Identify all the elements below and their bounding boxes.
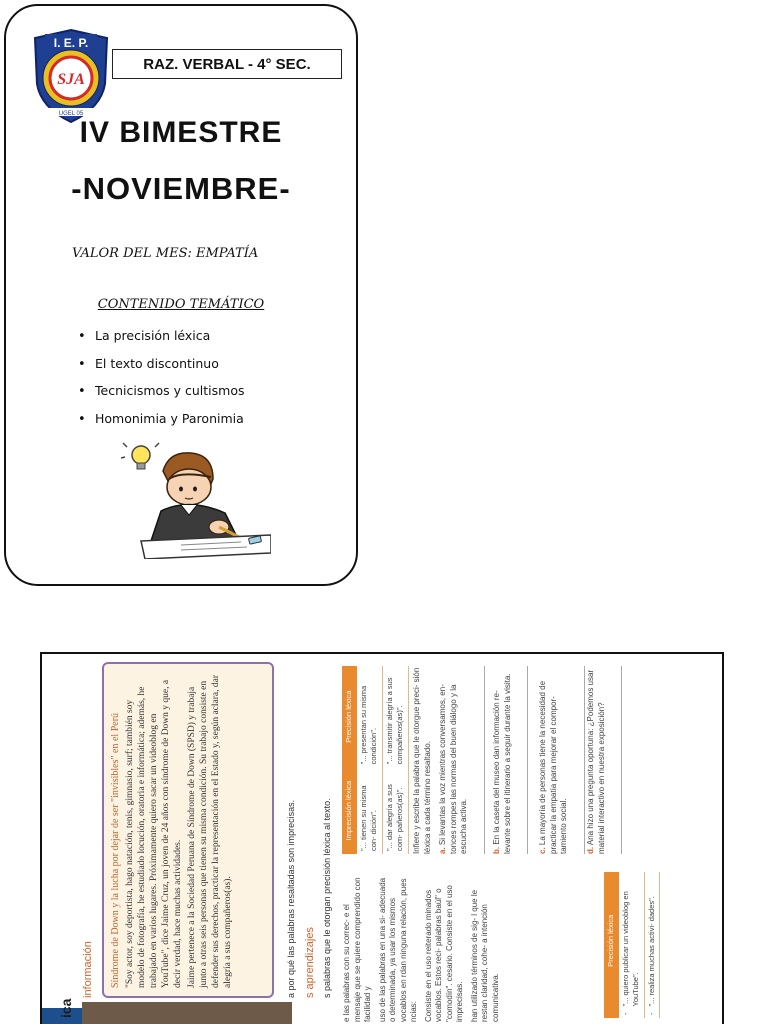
theory-column bbox=[342, 872, 656, 1022]
exercise-label: d. bbox=[586, 846, 595, 854]
exercise-item bbox=[492, 666, 528, 854]
exercise-text: En la caseta del museo dan información re- levante sobre el itinerario a seguir durante la visita. bbox=[492, 673, 512, 854]
logo-bottom-text: UGEL 05 bbox=[58, 111, 84, 117]
exercise-label: c. bbox=[538, 847, 547, 854]
exercise-instruction: Infiere y escribe la palabra que le otorgue preci- sión léxica a cada término resaltado. bbox=[412, 667, 432, 854]
exercise-label: a. bbox=[438, 847, 447, 854]
table-cell: "... dar alegría a sus com- pañeros(as)". bbox=[382, 767, 408, 854]
contents-title: CONTENIDO TEMÁTICO bbox=[97, 297, 265, 312]
exercise-text: Ana hizo una pregunta oportuna: ¿Podemos usar material interactivo en nuestra exposición? bbox=[586, 669, 606, 854]
topic-item: • Homonimia y Paronimia bbox=[78, 405, 245, 433]
exercise-label: b. bbox=[492, 846, 501, 854]
table-cell: - bbox=[644, 1010, 660, 1019]
exercise-item bbox=[538, 666, 585, 854]
reading-box-title: Síndrome de Down y la lucha por dejar de ser "invisibles" en el Perú bbox=[110, 712, 121, 988]
lexical-table-left bbox=[604, 872, 660, 1018]
learning-instruction: s palabras que le otorgan precisión léxica al texto. bbox=[322, 798, 332, 998]
learning-section-label: s aprendizajes bbox=[304, 927, 316, 998]
period-title: IV BIMESTRE bbox=[79, 116, 283, 149]
table-cell: "... transmitir alegría a sus compañeros(as)". bbox=[382, 666, 408, 767]
student-studying-lightbulb-icon bbox=[121, 441, 271, 559]
reading-paragraph: Jaime pertenece a la Sociedad Peruana de Síndrome de Down (SPSD) y trabaja junto a otras seis personas que tienen su misma condición. Su trabajo consiste en defender sus derechos, practicar la representación en el Estado y, según aclara, dar alegría a sus compañeros(as). bbox=[187, 675, 233, 988]
theory-paragraph: Consiste en el uso reiterado minados vocablos. Estos reci- palabras baúl" o "comodín". cesario. Consiste en el uso imprecisas. bbox=[423, 885, 464, 1022]
reading-paragraph: "Soy actor, soy deportista, hago natación, tenis, gimnasio, surf; también soy modelo de fotografía, he estudiado locución, oratoria e informática; además, he trabajado en varios lugares. Próximamente quiero sacar un videoblog en YouTube", dice Jaime Cruz, un joven de 24 años con síndrome de Down y que, a decir verdad, hace muchas actividades. bbox=[125, 679, 183, 988]
month-title: -NOVIEMBRE- bbox=[71, 171, 291, 206]
table-row bbox=[382, 666, 408, 854]
school-logo bbox=[31, 28, 111, 124]
textbook-page-frame bbox=[40, 652, 724, 1024]
exercise-item bbox=[438, 666, 485, 854]
textbook-page-rotated bbox=[42, 654, 724, 1024]
answer-line bbox=[474, 666, 485, 854]
table-cell: "... tienen su misma con- dición". bbox=[357, 767, 383, 854]
answer-line bbox=[611, 666, 622, 854]
table-cell: "... realiza muchas activi- dades". bbox=[644, 872, 660, 1010]
topic-item: • El texto discontinuo bbox=[78, 350, 245, 378]
table-cell: "... quiero publicar un videoblog en YouTube". bbox=[619, 872, 645, 1010]
topic-item: • Tecnicismos y cultismos bbox=[78, 377, 245, 405]
page-photo bbox=[82, 1002, 292, 1024]
table-header: Precisión léxica bbox=[604, 872, 619, 1010]
exercise-item bbox=[586, 666, 622, 854]
exercise-text: Si levantas la voz mientras conversamos, en- tonces rompes las normas del buen diálogo y la escucha activa. bbox=[438, 684, 468, 854]
table-header bbox=[604, 1010, 619, 1019]
table-row bbox=[619, 872, 645, 1018]
theory-paragraph: han utilizado términos de sig- l que le restan claridad, cohe- a intención comunicativa. bbox=[469, 889, 500, 1022]
logo-top-text: I. E. P. bbox=[53, 36, 89, 50]
subject-label: RAZ. VERBAL - 4° SEC. bbox=[112, 49, 342, 79]
topic-list bbox=[78, 322, 245, 432]
table-header: Precisión léxica bbox=[342, 666, 357, 767]
table-row bbox=[357, 666, 383, 854]
exercise-text: La mayoría de personas tiene la necesidad de practicar la empatía para mejorar el compor- tamiento social. bbox=[538, 680, 568, 854]
logo-monogram: SJA bbox=[57, 71, 85, 88]
cover-card bbox=[4, 4, 358, 586]
reading-box bbox=[102, 662, 274, 998]
lexical-table-right bbox=[342, 666, 409, 854]
page-heading: ica bbox=[58, 998, 74, 1018]
answer-line bbox=[574, 666, 585, 854]
reading-question: a por qué las palabras resaltadas son imprecisas. bbox=[286, 799, 296, 998]
answer-line bbox=[517, 666, 528, 854]
table-cell: - bbox=[619, 1010, 645, 1019]
table-row bbox=[644, 872, 660, 1018]
topic-item: • La precisión léxica bbox=[78, 322, 245, 350]
theory-paragraph: uso de las palabras en una si- adecuada o determinada, ya usar los mismos vocablos en rdan ninguna relación, pues ncias: bbox=[377, 877, 418, 1022]
value-of-month: VALOR DEL MES: EMPATÍA bbox=[72, 246, 259, 261]
theory-paragraph: e las palabras con su correc- e el mensaje que se quiere comprendido con facilidad y bbox=[342, 877, 372, 1022]
table-header: Imprecisión léxica bbox=[342, 767, 357, 854]
info-section-label: información bbox=[82, 941, 94, 998]
table-cell: "... presentan su misma condición". bbox=[357, 666, 383, 767]
